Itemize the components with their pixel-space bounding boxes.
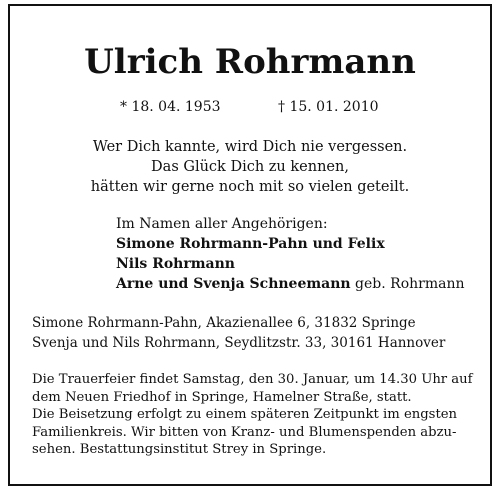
- notice-line: sehen. Bestattungsinstitut Strey in Springe.: [32, 442, 327, 457]
- obituary-notice: [8, 4, 492, 486]
- verse-line: Wer Dich kannte, wird Dich nie vergessen.: [92, 139, 408, 155]
- addresses-block: [32, 313, 445, 353]
- mourners-intro: Im Namen aller Angehörigen:: [116, 216, 328, 232]
- deceased-name: Ulrich Rohrmann: [84, 42, 416, 82]
- memorial-verse: [10, 137, 490, 197]
- notice-line: dem Neuen Friedhof in Springe, Hamelner Straße, statt.: [32, 389, 412, 405]
- verse-line: Das Glück Dich zu kennen,: [151, 159, 349, 175]
- address-line: Svenja und Nils Rohrmann, Seydlitzstr. 33, 30161 Hannover: [32, 335, 446, 351]
- address-line: Simone Rohrmann-Pahn, Akazienallee 6, 31832 Springe: [32, 315, 416, 331]
- notice-line: Familienkreis. Wir bitten von Kranz- und Blumenspenden abzu-: [32, 424, 457, 440]
- death-date: † 15. 01. 2010: [278, 99, 379, 115]
- verse-line: hätten wir gerne noch mit so vielen geteilt.: [90, 179, 410, 195]
- mourner-maiden-name: geb. Rohrmann: [350, 276, 465, 292]
- mourner-line: [116, 274, 465, 294]
- birth-date: * 18. 04. 1953: [120, 99, 221, 115]
- funeral-notice: [32, 371, 473, 459]
- notice-line: Die Trauerfeier findet Samstag, den 30. Januar, um 14.30 Uhr auf: [32, 372, 473, 387]
- mourner-names: Arne und Svenja Schneemann: [116, 276, 351, 292]
- notice-line: Die Beisetzung erfolgt zu einem späteren Zeitpunkt im engsten: [32, 407, 458, 422]
- mourner-line: Simone Rohrmann-Pahn und Felix: [116, 236, 385, 252]
- mourners-block: [116, 214, 465, 294]
- mourner-line: Nils Rohrmann: [116, 256, 235, 272]
